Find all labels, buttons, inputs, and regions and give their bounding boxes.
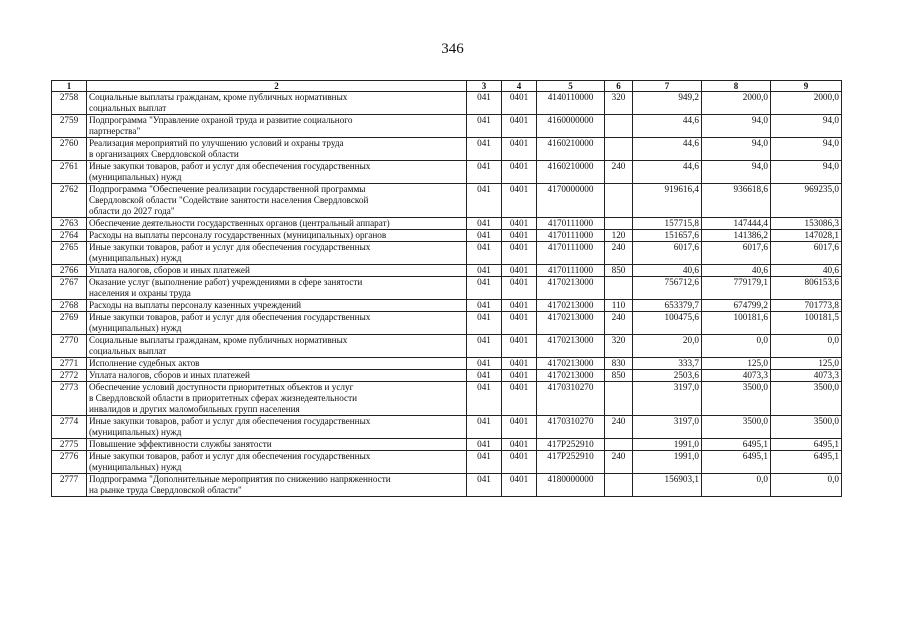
row-value-col8: 94,0 <box>702 115 771 138</box>
row-target-code: 4170111000 <box>537 242 605 265</box>
table-row <box>52 184 842 218</box>
row-value-col7: 156903,1 <box>633 474 702 497</box>
row-value-col9: 94,0 <box>771 161 842 184</box>
row-section-code: 0401 <box>502 218 537 230</box>
row-value-col9: 94,0 <box>771 138 842 161</box>
row-number: 2776 <box>52 451 87 474</box>
row-target-code: 4160210000 <box>537 138 605 161</box>
table-row <box>52 161 842 184</box>
row-admin-code: 041 <box>467 230 502 242</box>
row-target-code: 4170111000 <box>537 218 605 230</box>
row-section-code: 0401 <box>502 115 537 138</box>
row-value-col9: 40,6 <box>771 265 842 277</box>
row-name: Реализация мероприятий по улучшению условий и охраны труда в организациях Свердловской области <box>87 138 467 161</box>
row-expense-type <box>605 277 633 300</box>
row-value-col9: 969235,0 <box>771 184 842 218</box>
row-value-col7: 949,2 <box>633 92 702 115</box>
table-row <box>52 115 842 138</box>
row-section-code: 0401 <box>502 265 537 277</box>
row-number: 2773 <box>52 382 87 416</box>
row-value-col9: 125,0 <box>771 358 842 370</box>
table-row <box>52 451 842 474</box>
row-section-code: 0401 <box>502 138 537 161</box>
row-name: Расходы на выплаты персоналу казенных учреждений <box>87 300 467 312</box>
row-admin-code: 041 <box>467 277 502 300</box>
row-value-col9: 6017,6 <box>771 242 842 265</box>
row-name: Уплата налогов, сборов и иных платежей <box>87 370 467 382</box>
row-target-code: 417P252910 <box>537 451 605 474</box>
row-section-code: 0401 <box>502 474 537 497</box>
row-value-col9: 4073,3 <box>771 370 842 382</box>
row-value-col9: 147028,1 <box>771 230 842 242</box>
row-number: 2764 <box>52 230 87 242</box>
row-value-col9: 0,0 <box>771 474 842 497</box>
table-row <box>52 370 842 382</box>
row-value-col8: 6495,1 <box>702 451 771 474</box>
row-name: Иные закупки товаров, работ и услуг для обеспечения государственных (муниципальных) нужд <box>87 416 467 439</box>
row-expense-type <box>605 218 633 230</box>
row-value-col9: 701773,8 <box>771 300 842 312</box>
row-section-code: 0401 <box>502 277 537 300</box>
row-expense-type: 110 <box>605 300 633 312</box>
table-row <box>52 382 842 416</box>
row-name: Подпрограмма "Дополнительные мероприятия по снижению напряженности на рынке труда Свердловской области" <box>87 474 467 497</box>
row-value-col7: 2503,6 <box>633 370 702 382</box>
table-row <box>52 138 842 161</box>
row-target-code: 4170310270 <box>537 416 605 439</box>
row-name: Повышение эффективности службы занятости <box>87 439 467 451</box>
row-expense-type <box>605 184 633 218</box>
row-value-col7: 44,6 <box>633 115 702 138</box>
row-admin-code: 041 <box>467 300 502 312</box>
row-target-code: 4140110000 <box>537 92 605 115</box>
row-admin-code: 041 <box>467 416 502 439</box>
row-admin-code: 041 <box>467 115 502 138</box>
row-number: 2759 <box>52 115 87 138</box>
row-value-col7: 151657,6 <box>633 230 702 242</box>
row-number: 2765 <box>52 242 87 265</box>
budget-table <box>51 80 842 497</box>
row-section-code: 0401 <box>502 382 537 416</box>
row-target-code: 4160210000 <box>537 161 605 184</box>
header-col-5: 5 <box>537 81 605 92</box>
row-target-code: 417P252910 <box>537 439 605 451</box>
row-section-code: 0401 <box>502 439 537 451</box>
row-number: 2760 <box>52 138 87 161</box>
row-number: 2758 <box>52 92 87 115</box>
row-section-code: 0401 <box>502 451 537 474</box>
row-number: 2772 <box>52 370 87 382</box>
row-target-code: 4170111000 <box>537 265 605 277</box>
table-row <box>52 277 842 300</box>
table-row <box>52 230 842 242</box>
row-expense-type <box>605 382 633 416</box>
row-number: 2766 <box>52 265 87 277</box>
row-value-col8: 674799,2 <box>702 300 771 312</box>
row-number: 2775 <box>52 439 87 451</box>
row-name: Подпрограмма "Управление охраной труда и развитие социального партнерства" <box>87 115 467 138</box>
header-col-4: 4 <box>502 81 537 92</box>
row-target-code: 4170213000 <box>537 277 605 300</box>
row-expense-type <box>605 115 633 138</box>
row-target-code: 4170111000 <box>537 230 605 242</box>
header-col-7: 7 <box>633 81 702 92</box>
table-row <box>52 218 842 230</box>
row-target-code: 4180000000 <box>537 474 605 497</box>
row-admin-code: 041 <box>467 451 502 474</box>
row-target-code: 4170000000 <box>537 184 605 218</box>
row-name: Иные закупки товаров, работ и услуг для обеспечения государственных (муниципальных) нужд <box>87 451 467 474</box>
row-expense-type: 120 <box>605 230 633 242</box>
row-admin-code: 041 <box>467 184 502 218</box>
row-number: 2768 <box>52 300 87 312</box>
row-admin-code: 041 <box>467 218 502 230</box>
row-admin-code: 041 <box>467 474 502 497</box>
row-number: 2767 <box>52 277 87 300</box>
row-expense-type: 240 <box>605 161 633 184</box>
row-expense-type: 320 <box>605 92 633 115</box>
header-col-9: 9 <box>771 81 842 92</box>
row-value-col7: 1991,0 <box>633 451 702 474</box>
table-row <box>52 300 842 312</box>
row-value-col8: 94,0 <box>702 138 771 161</box>
row-value-col9: 3500,0 <box>771 416 842 439</box>
header-col-6: 6 <box>605 81 633 92</box>
row-section-code: 0401 <box>502 416 537 439</box>
row-expense-type: 830 <box>605 358 633 370</box>
row-expense-type <box>605 439 633 451</box>
row-value-col7: 3197,0 <box>633 382 702 416</box>
table-row <box>52 92 842 115</box>
row-value-col7: 919616,4 <box>633 184 702 218</box>
row-value-col9: 153086,3 <box>771 218 842 230</box>
table-row <box>52 312 842 335</box>
row-value-col7: 40,6 <box>633 265 702 277</box>
table-body <box>52 92 842 497</box>
row-target-code: 4170213000 <box>537 312 605 335</box>
row-expense-type <box>605 138 633 161</box>
row-admin-code: 041 <box>467 92 502 115</box>
row-value-col8: 2000,0 <box>702 92 771 115</box>
table-row <box>52 265 842 277</box>
row-value-col7: 44,6 <box>633 161 702 184</box>
row-number: 2761 <box>52 161 87 184</box>
row-value-col9: 6495,1 <box>771 451 842 474</box>
table-row <box>52 358 842 370</box>
row-value-col8: 0,0 <box>702 474 771 497</box>
row-value-col7: 3197,0 <box>633 416 702 439</box>
row-name: Социальные выплаты гражданам, кроме публичных нормативных социальных выплат <box>87 92 467 115</box>
row-value-col7: 333,7 <box>633 358 702 370</box>
row-value-col8: 0,0 <box>702 335 771 358</box>
row-value-col8: 3500,0 <box>702 416 771 439</box>
row-target-code: 4170213000 <box>537 335 605 358</box>
row-target-code: 4170310270 <box>537 382 605 416</box>
row-admin-code: 041 <box>467 370 502 382</box>
row-admin-code: 041 <box>467 265 502 277</box>
row-admin-code: 041 <box>467 138 502 161</box>
table-row <box>52 416 842 439</box>
row-value-col8: 40,6 <box>702 265 771 277</box>
row-expense-type: 240 <box>605 312 633 335</box>
row-name: Оказание услуг (выполнение работ) учреждениями в сфере занятости населения и охраны труда <box>87 277 467 300</box>
page-number: 346 <box>441 41 464 57</box>
row-value-col8: 4073,3 <box>702 370 771 382</box>
row-value-col8: 779179,1 <box>702 277 771 300</box>
row-value-col8: 100181,6 <box>702 312 771 335</box>
row-admin-code: 041 <box>467 358 502 370</box>
row-expense-type: 850 <box>605 265 633 277</box>
row-expense-type: 850 <box>605 370 633 382</box>
table-row <box>52 335 842 358</box>
row-target-code: 4170213000 <box>537 358 605 370</box>
row-target-code: 4170213000 <box>537 300 605 312</box>
header-col-1: 1 <box>52 81 87 92</box>
row-value-col8: 94,0 <box>702 161 771 184</box>
row-name: Иные закупки товаров, работ и услуг для обеспечения государственных (муниципальных) нужд <box>87 242 467 265</box>
row-value-col9: 94,0 <box>771 115 842 138</box>
row-value-col9: 3500,0 <box>771 382 842 416</box>
row-value-col7: 157715,8 <box>633 218 702 230</box>
row-number: 2777 <box>52 474 87 497</box>
row-value-col9: 806153,6 <box>771 277 842 300</box>
row-value-col8: 125,0 <box>702 358 771 370</box>
row-value-col8: 3500,0 <box>702 382 771 416</box>
row-value-col7: 20,0 <box>633 335 702 358</box>
row-admin-code: 041 <box>467 382 502 416</box>
row-expense-type: 240 <box>605 242 633 265</box>
row-value-col8: 147444,4 <box>702 218 771 230</box>
header-col-2: 2 <box>87 81 467 92</box>
row-number: 2771 <box>52 358 87 370</box>
row-value-col7: 1991,0 <box>633 439 702 451</box>
row-section-code: 0401 <box>502 358 537 370</box>
row-value-col7: 100475,6 <box>633 312 702 335</box>
row-admin-code: 041 <box>467 439 502 451</box>
row-value-col9: 0,0 <box>771 335 842 358</box>
row-name: Социальные выплаты гражданам, кроме публичных нормативных социальных выплат <box>87 335 467 358</box>
row-value-col7: 6017,6 <box>633 242 702 265</box>
row-name: Уплата налогов, сборов и иных платежей <box>87 265 467 277</box>
row-value-col8: 6017,6 <box>702 242 771 265</box>
row-expense-type: 320 <box>605 335 633 358</box>
row-value-col9: 6495,1 <box>771 439 842 451</box>
row-expense-type <box>605 474 633 497</box>
row-target-code: 4170213000 <box>537 370 605 382</box>
row-number: 2763 <box>52 218 87 230</box>
row-section-code: 0401 <box>502 242 537 265</box>
header-col-8: 8 <box>702 81 771 92</box>
row-admin-code: 041 <box>467 161 502 184</box>
row-value-col7: 653379,7 <box>633 300 702 312</box>
row-number: 2770 <box>52 335 87 358</box>
row-section-code: 0401 <box>502 161 537 184</box>
row-section-code: 0401 <box>502 300 537 312</box>
row-number: 2769 <box>52 312 87 335</box>
row-number: 2774 <box>52 416 87 439</box>
row-name: Исполнение судебных актов <box>87 358 467 370</box>
row-value-col9: 2000,0 <box>771 92 842 115</box>
row-value-col7: 44,6 <box>633 138 702 161</box>
row-admin-code: 041 <box>467 335 502 358</box>
row-name: Обеспечение условий доступности приоритетных объектов и услуг в Свердловской области в приоритетных сферах жизнедеятельности инвалидов и других маломобильных групп населения <box>87 382 467 416</box>
table-row <box>52 439 842 451</box>
row-value-col8: 141386,2 <box>702 230 771 242</box>
row-admin-code: 041 <box>467 242 502 265</box>
table-header-row <box>52 81 842 92</box>
row-section-code: 0401 <box>502 92 537 115</box>
row-name: Расходы на выплаты персоналу государственных (муниципальных) органов <box>87 230 467 242</box>
row-value-col9: 100181,5 <box>771 312 842 335</box>
row-expense-type: 240 <box>605 416 633 439</box>
row-target-code: 4160000000 <box>537 115 605 138</box>
row-section-code: 0401 <box>502 335 537 358</box>
row-name: Иные закупки товаров, работ и услуг для обеспечения государственных (муниципальных) нужд <box>87 312 467 335</box>
row-value-col8: 6495,1 <box>702 439 771 451</box>
header-col-3: 3 <box>467 81 502 92</box>
row-expense-type: 240 <box>605 451 633 474</box>
row-value-col8: 936618,6 <box>702 184 771 218</box>
row-value-col7: 756712,6 <box>633 277 702 300</box>
row-number: 2762 <box>52 184 87 218</box>
row-section-code: 0401 <box>502 312 537 335</box>
row-name: Подпрограмма "Обеспечение реализации государственной программы Свердловской области "Содействие занятости населения Свердловской области до 2027 года" <box>87 184 467 218</box>
row-section-code: 0401 <box>502 370 537 382</box>
row-section-code: 0401 <box>502 230 537 242</box>
row-section-code: 0401 <box>502 184 537 218</box>
table-row <box>52 242 842 265</box>
row-name: Иные закупки товаров, работ и услуг для обеспечения государственных (муниципальных) нужд <box>87 161 467 184</box>
row-admin-code: 041 <box>467 312 502 335</box>
table-row <box>52 474 842 497</box>
row-name: Обеспечение деятельности государственных органов (центральный аппарат) <box>87 218 467 230</box>
